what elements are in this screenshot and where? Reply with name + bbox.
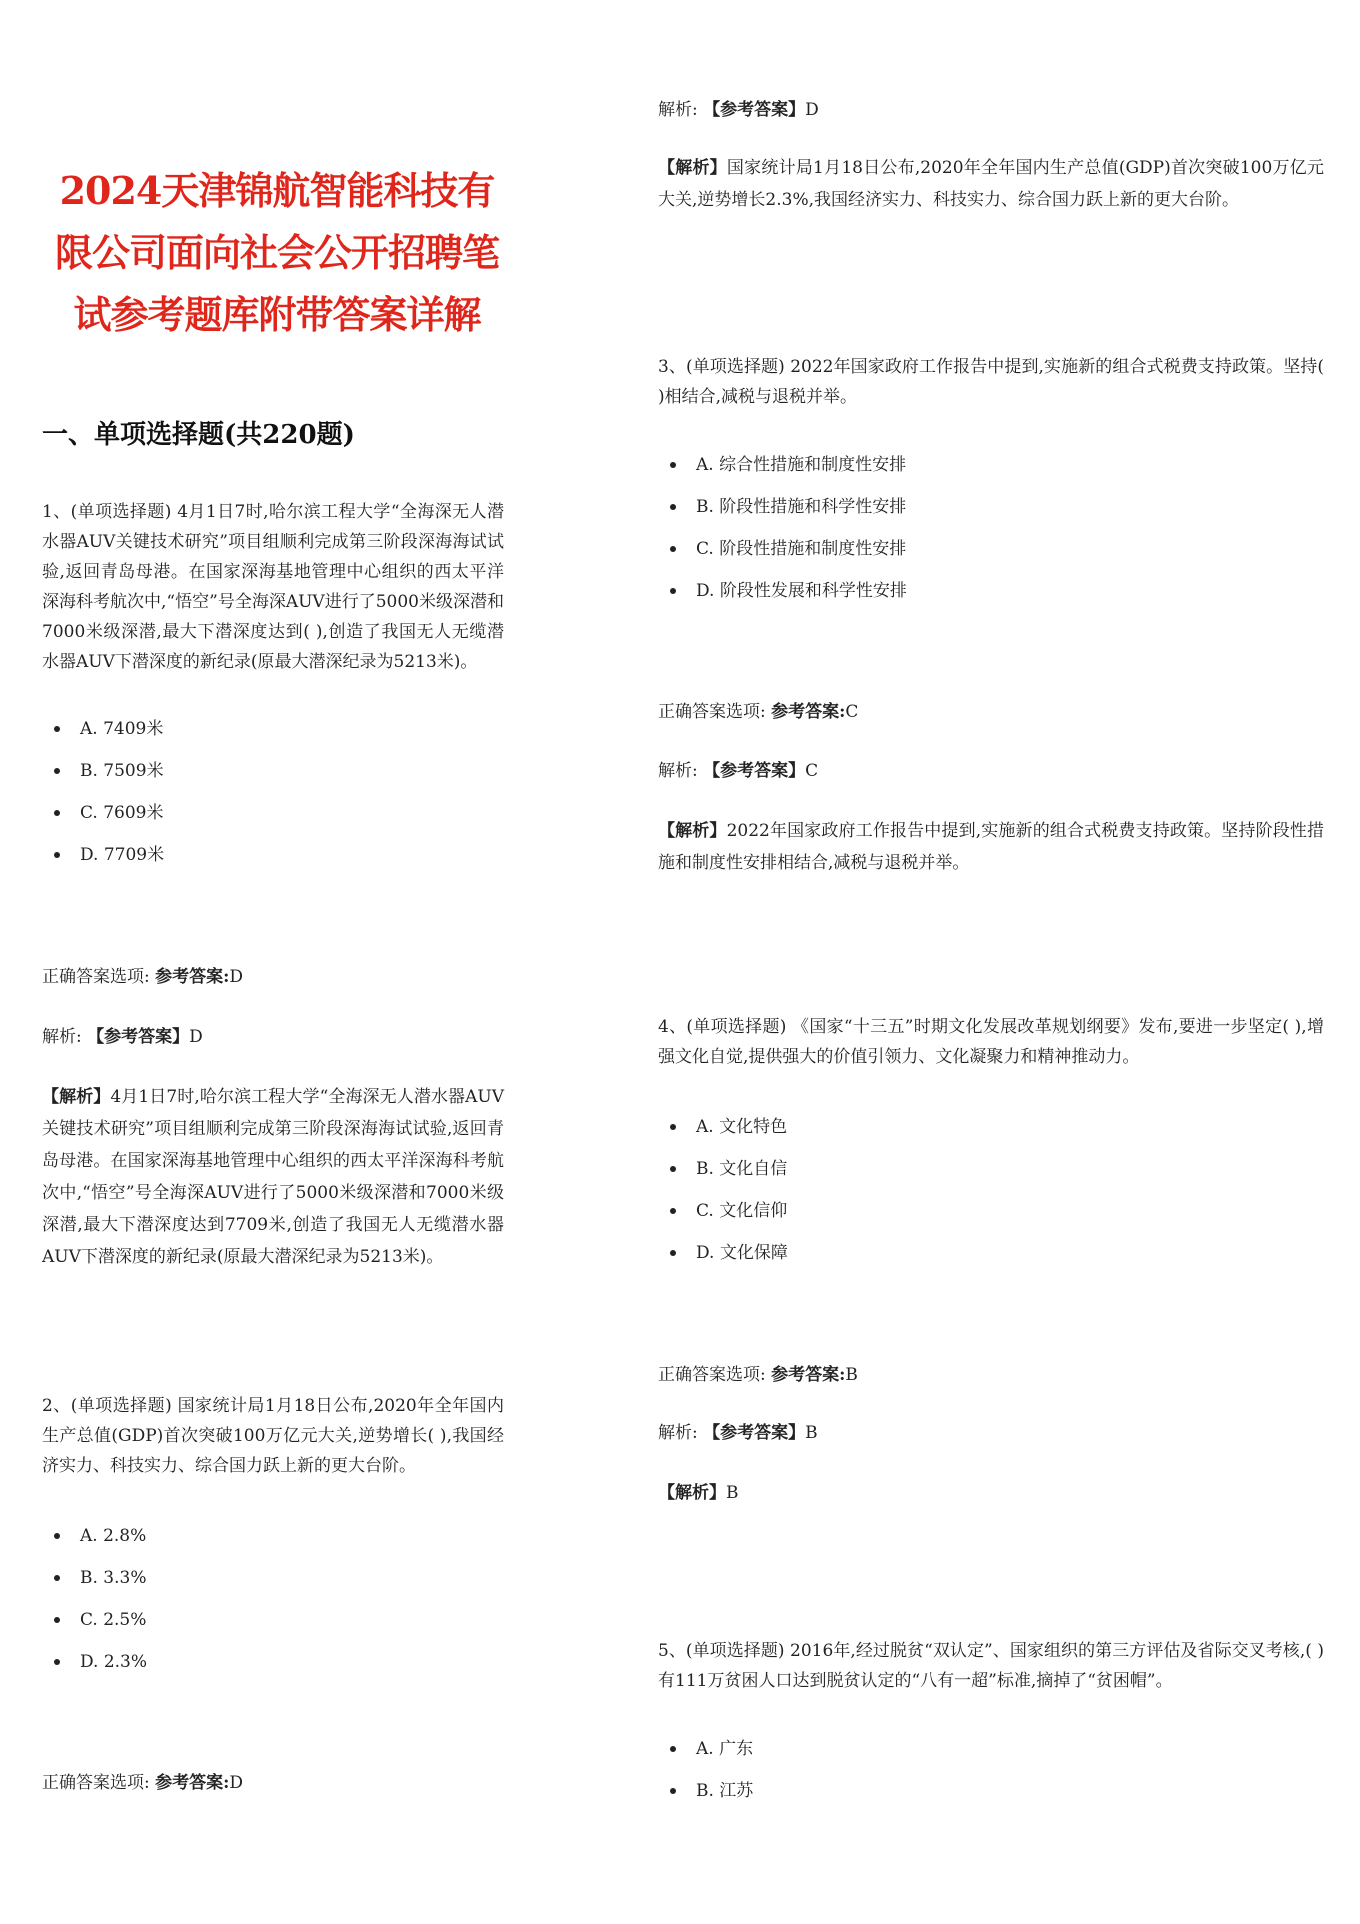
analysis-label: 解析:: [42, 1027, 82, 1047]
question-5-options: [658, 1728, 1324, 1812]
answer-value: C: [845, 702, 859, 722]
option-a: A. 广东: [658, 1728, 1324, 1770]
answer-label: 正确答案选项:: [658, 702, 766, 722]
option-a: A. 文化特色: [658, 1106, 1324, 1148]
option-c: C. 7609米: [42, 792, 504, 834]
question-3-answer: [658, 697, 858, 727]
explanation-label: 【解析】: [658, 821, 727, 841]
option-c: C. 文化信仰: [658, 1190, 1324, 1232]
explanation-text: B: [726, 1483, 739, 1503]
question-3-explanation: [658, 815, 1324, 879]
analysis-value: D: [189, 1027, 203, 1047]
answer-ref-label: 参考答案:: [155, 967, 230, 987]
question-2-analysis: [658, 95, 819, 125]
question-1-analysis: [42, 1022, 203, 1052]
question-2-options: [42, 1515, 504, 1683]
option-b: B. 文化自信: [658, 1148, 1324, 1190]
question-4-analysis: [658, 1418, 818, 1448]
question-4-answer: [658, 1360, 858, 1390]
section-heading: 一、单项选择题(共220题): [42, 420, 355, 450]
option-d: D. 2.3%: [42, 1641, 504, 1683]
explanation-label: 【解析】: [42, 1087, 111, 1107]
question-4-explanation: [658, 1477, 1324, 1509]
option-a: A. 2.8%: [42, 1515, 504, 1557]
analysis-value: B: [805, 1423, 818, 1443]
analysis-ref-label: 【参考答案】: [703, 761, 806, 781]
question-2-explanation: [658, 152, 1324, 216]
answer-ref-label: 参考答案:: [771, 702, 846, 722]
answer-ref-label: 参考答案:: [771, 1365, 846, 1385]
question-2-text: 2、(单项选择题) 国家统计局1月18日公布,2020年全年国内生产总值(GDP)首次突破100万亿元大关,逆势增长( ),我国经济实力、科技实力、综合国力跃上新的更大台阶。: [42, 1396, 504, 1476]
explanation-text: 2022年国家政府工作报告中提到,实施新的组合式税费支持政策。坚持阶段性措施和制度性安排相结合,减税与退税并举。: [658, 821, 1324, 873]
question-1-explanation: [42, 1081, 504, 1273]
answer-ref-label: 参考答案:: [155, 1773, 230, 1793]
answer-label: 正确答案选项:: [42, 1773, 150, 1793]
explanation-label: 【解析】: [658, 1483, 726, 1503]
analysis-value: D: [805, 100, 819, 120]
explanation-label: 【解析】: [658, 158, 727, 178]
option-d: D. 文化保障: [658, 1232, 1324, 1274]
question-4-options: [658, 1106, 1324, 1274]
option-a: A. 7409米: [42, 708, 504, 750]
explanation-text: 4月1日7时,哈尔滨工程大学“全海深无人潜水器AUV关键技术研究”项目组顺利完成第三阶段深海海试试验,返回青岛母港。在国家深海基地管理中心组织的西太平洋深海科考航次中,“悟空”号全海深AUV进行了5000米级深潜和7000米级深潜,最大下潜深度达到7709米,创造了我国无人无缆潜水器AUV下潜深度的新纪录(原最大潜深纪录为5213米)。: [42, 1087, 504, 1267]
question-3-analysis: [658, 756, 818, 786]
analysis-label: 解析:: [658, 761, 698, 781]
question-1-options: [42, 708, 504, 876]
answer-label: 正确答案选项:: [658, 1365, 766, 1385]
analysis-value: C: [805, 761, 819, 781]
document-title: 2024天津锦航智能科技有限公司面向社会公开招聘笔试参考题库附带答案详解: [54, 168, 499, 337]
answer-value: D: [229, 1773, 244, 1793]
question-1-text: 1、(单项选择题) 4月1日7时,哈尔滨工程大学“全海深无人潜水器AUV关键技术研究”项目组顺利完成第三阶段深海海试试验,返回青岛母港。在国家深海基地管理中心组织的西太平洋深海科考航次中,“悟空”号全海深AUV进行了5000米级深潜和7000米级深潜,最大下潜深度达到( ),创造了我国无人无缆潜水器AUV下潜深度的新纪录(原最大潜深纪录为5213米)。: [42, 502, 504, 672]
answer-value: B: [845, 1365, 858, 1385]
option-b: B. 江苏: [658, 1770, 1324, 1812]
analysis-ref-label: 【参考答案】: [87, 1027, 190, 1047]
option-b: B. 阶段性措施和科学性安排: [658, 486, 1324, 528]
question-5-text: 5、(单项选择题) 2016年,经过脱贫“双认定”、国家组织的第三方评估及省际交叉考核,( )有111万贫困人口达到脱贫认定的“八有一超”标准,摘掉了“贫困帽”。: [658, 1641, 1324, 1691]
analysis-ref-label: 【参考答案】: [703, 1423, 806, 1443]
explanation-text: 国家统计局1月18日公布,2020年全年国内生产总值(GDP)首次突破100万亿元大关,逆势增长2.3%,我国经济实力、科技实力、综合国力跃上新的更大台阶。: [658, 158, 1325, 210]
analysis-label: 解析:: [658, 1423, 698, 1443]
question-2-answer: [42, 1768, 243, 1798]
option-a: A. 综合性措施和制度性安排: [658, 444, 1324, 486]
question-3-text: 3、(单项选择题) 2022年国家政府工作报告中提到,实施新的组合式税费支持政策。坚持( )相结合,减税与退税并举。: [658, 357, 1324, 407]
option-c: C. 阶段性措施和制度性安排: [658, 528, 1324, 570]
question-3-options: [658, 444, 1324, 612]
analysis-label: 解析:: [658, 100, 698, 120]
question-4-text: 4、(单项选择题) 《国家“十三五”时期文化发展改革规划纲要》发布,要进一步坚定( ),增强文化自觉,提供强大的价值引领力、文化凝聚力和精神推动力。: [658, 1017, 1324, 1067]
analysis-ref-label: 【参考答案】: [703, 100, 806, 120]
option-c: C. 2.5%: [42, 1599, 504, 1641]
option-d: D. 阶段性发展和科学性安排: [658, 570, 1324, 612]
answer-value: D: [229, 967, 244, 987]
option-b: B. 7509米: [42, 750, 504, 792]
option-b: B. 3.3%: [42, 1557, 504, 1599]
question-1-answer: [42, 962, 243, 992]
option-d: D. 7709米: [42, 834, 504, 876]
answer-label: 正确答案选项:: [42, 967, 150, 987]
